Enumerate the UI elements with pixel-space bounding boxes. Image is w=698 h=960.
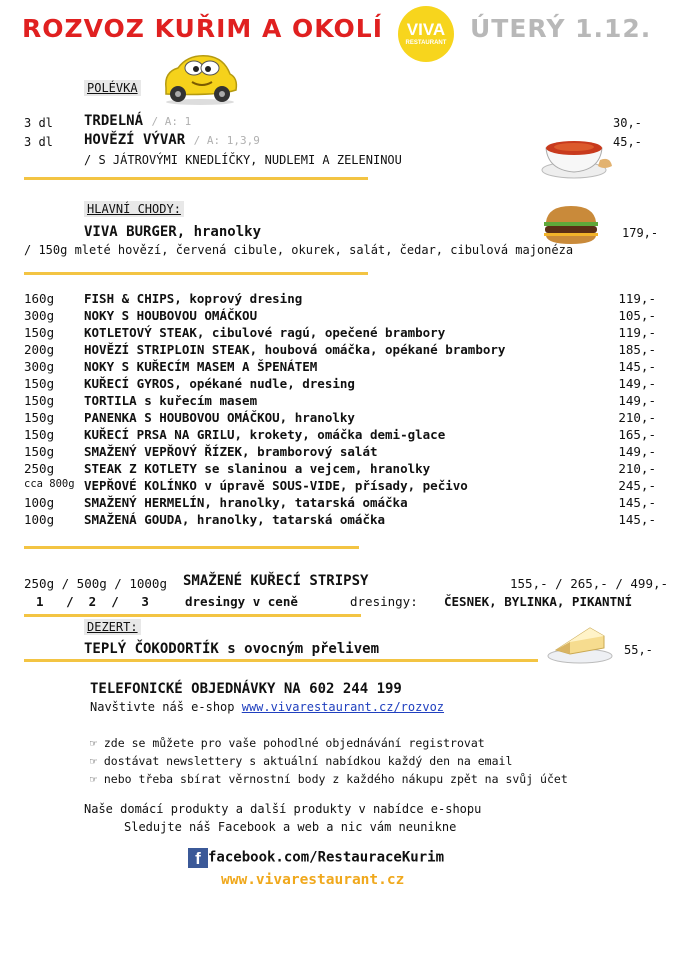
soup-allergens: / A: 1,3,9 [193,134,260,147]
main-item [24,359,664,376]
main-item-weight: 100g [24,512,55,527]
soup-price: 30,- [613,116,642,130]
main-item-name: KOTLETOVÝ STEAK, cibulové ragú, opečené brambory [84,325,446,340]
soup-name: HOVĚZÍ VÝVAR [84,132,186,148]
facebook-url[interactable]: facebook.com/RestauraceKurim [208,849,445,866]
burger-price: 179,- [622,226,659,240]
logo-main-text: VIVA [406,20,446,39]
bullet-item [90,754,512,768]
main-item-weight: 200g [24,342,55,357]
soup-section-label: POLÉVKA [84,80,141,96]
divider-line [24,177,368,180]
bullet-text: nebo třeba sbírat věrnostní body z každého nákupu zpět na svůj účet [103,772,568,786]
main-item-price: 145,- [618,359,656,374]
menu-title: ROZVOZ KUŘIM A OKOLÍ [22,14,384,43]
phone-heading: TELEFONICKÉ OBJEDNÁVKY NA 602 244 199 [90,681,402,697]
eshop-line [90,700,444,714]
strips-dressing-label: dresingy: [350,594,418,609]
main-item-price: 210,- [618,461,656,476]
main-item [24,342,664,359]
bullet-text: zde se můžete pro vaše pohodlné objednávání registrovat [103,736,485,750]
website-url[interactable]: www.vivarestaurant.cz [221,872,405,888]
divider-line [24,614,361,617]
main-item-weight: 300g [24,308,55,323]
main-item-name: PANENKA S HOUBOVOU OMÁČKOU, hranolky [84,410,355,425]
main-item-price: 145,- [618,495,656,510]
main-item [24,410,664,427]
main-item-price: 149,- [618,444,656,459]
soup-size: 3 dl [24,116,53,130]
cake-icon [546,620,614,664]
pointing-hand-icon: ☞ [90,754,97,768]
main-item-name: NOKY S KUŘECÍM MASEM A ŠPENÁTEM [84,359,318,374]
strips-prices: 155,- / 265,- / 499,- [510,576,669,591]
strips-dressing-options: ČESNEK, BYLINKA, PIKANTNÍ [444,594,633,609]
dessert-price: 55,- [624,643,653,657]
pointing-hand-icon: ☞ [90,736,97,750]
main-item-name: KUŘECÍ PRSA NA GRILU, krokety, omáčka demi-glace [84,427,446,442]
bullet-item [90,736,485,750]
main-item-name: SMAŽENÝ VEPŘOVÝ ŘÍZEK, bramborový salát [84,444,378,459]
main-item-weight: 150g [24,393,55,408]
facebook-icon: f [188,848,208,868]
main-item [24,444,664,461]
main-item-name: FISH & CHIPS, koprový dresing [84,291,303,306]
main-item [24,495,664,512]
main-item-weight: 300g [24,359,55,374]
delivery-car-icon [158,50,240,106]
eshop-link[interactable]: www.vivarestaurant.cz/rozvoz [241,700,445,714]
main-item [24,376,664,393]
main-item-name: TORTILA s kuřecím masem [84,393,258,408]
main-item-name: KUŘECÍ GYROS, opékané nudle, dresing [84,376,355,391]
main-item-weight: 150g [24,427,55,442]
main-item-weight: cca 800g [24,478,75,490]
main-item [24,308,664,325]
dessert-name: TEPLÝ ČOKODORTÍK s ovocným přelivem [84,641,380,657]
viva-logo [398,6,454,62]
main-item-weight: 160g [24,291,55,306]
promo-line-1: Naše domácí produkty a další produkty v nabídce e-shopu [84,802,482,816]
main-item [24,478,664,495]
main-item-price: 145,- [618,512,656,527]
strips-sizes: 250g / 500g / 1000g [24,576,167,591]
divider-line [24,659,538,662]
pointing-hand-icon: ☞ [90,772,97,786]
dessert-section-label: DEZERT: [84,619,141,635]
strips-dressing-note: dresingy v ceně [185,594,298,609]
burger-name: VIVA BURGER, hranolky [84,224,262,240]
main-item-price: 185,- [618,342,656,357]
divider-line [24,546,359,549]
menu-day: ÚTERÝ 1.12. [470,14,652,43]
strips-counts: 1 / 2 / 3 [36,594,149,609]
main-item-price: 105,- [618,308,656,323]
main-item [24,427,664,444]
main-item [24,325,664,342]
logo-sub-text: RESTAURANT [405,40,447,46]
main-item-name: NOKY S HOUBOVOU OMÁČKOU [84,308,258,323]
burger-icon [542,204,600,246]
facebook-line[interactable] [188,847,444,869]
soup-size: 3 dl [24,135,53,149]
main-item-weight: 150g [24,376,55,391]
main-item [24,291,664,308]
promo-line-2: Sledujte náš Facebook a web a nic vám neunikne [124,820,457,834]
main-item-price: 165,- [618,427,656,442]
main-item-price: 210,- [618,410,656,425]
main-item-name: SMAŽENÁ GOUDA, hranolky, tatarská omáčka [84,512,386,527]
main-item-price: 245,- [618,478,656,493]
soup-bowl-icon [538,126,614,180]
main-item-price: 149,- [618,393,656,408]
soup-name: TRDELNÁ [84,113,144,129]
soup-note: / S JÁTROVÝMI KNEDLÍČKY, NUDLEMI A ZELENINOU [84,153,402,167]
main-item-name: STEAK Z KOTLETY se slaninou a vejcem, hranolky [84,461,431,476]
main-item [24,393,664,410]
divider-line [24,272,368,275]
main-item-weight: 100g [24,495,55,510]
burger-description: / 150g mleté hovězí, červená cibule, okurek, salát, čedar, cibulová majonéza [24,243,574,257]
main-item-name: VEPŘOVÉ KOLÍNKO v úpravě SOUS-VIDE, přísady, pečivo [84,478,468,493]
main-item-price: 119,- [618,325,656,340]
soup-price: 45,- [613,135,642,149]
main-item-name: HOVĚZÍ STRIPLOIN STEAK, houbová omáčka, opékané brambory [84,342,506,357]
mains-section-label: HLAVNÍ CHODY: [84,201,184,217]
main-item-price: 119,- [618,291,656,306]
bullet-item [90,772,568,786]
main-item-weight: 250g [24,461,55,476]
main-item-name: SMAŽENÝ HERMELÍN, hranolky, tatarská omáčka [84,495,408,510]
bullet-text: dostávat newslettery s aktuální nabídkou každý den na email [103,754,513,768]
soup-allergens: / A: 1 [151,115,192,128]
main-item [24,512,664,529]
main-item [24,461,664,478]
eshop-text: Navštivte náš e-shop [90,700,235,714]
main-item-weight: 150g [24,444,55,459]
strips-name: SMAŽENÉ KUŘECÍ STRIPSY [183,573,369,589]
main-item-weight: 150g [24,325,55,340]
main-item-weight: 150g [24,410,55,425]
main-item-price: 149,- [618,376,656,391]
